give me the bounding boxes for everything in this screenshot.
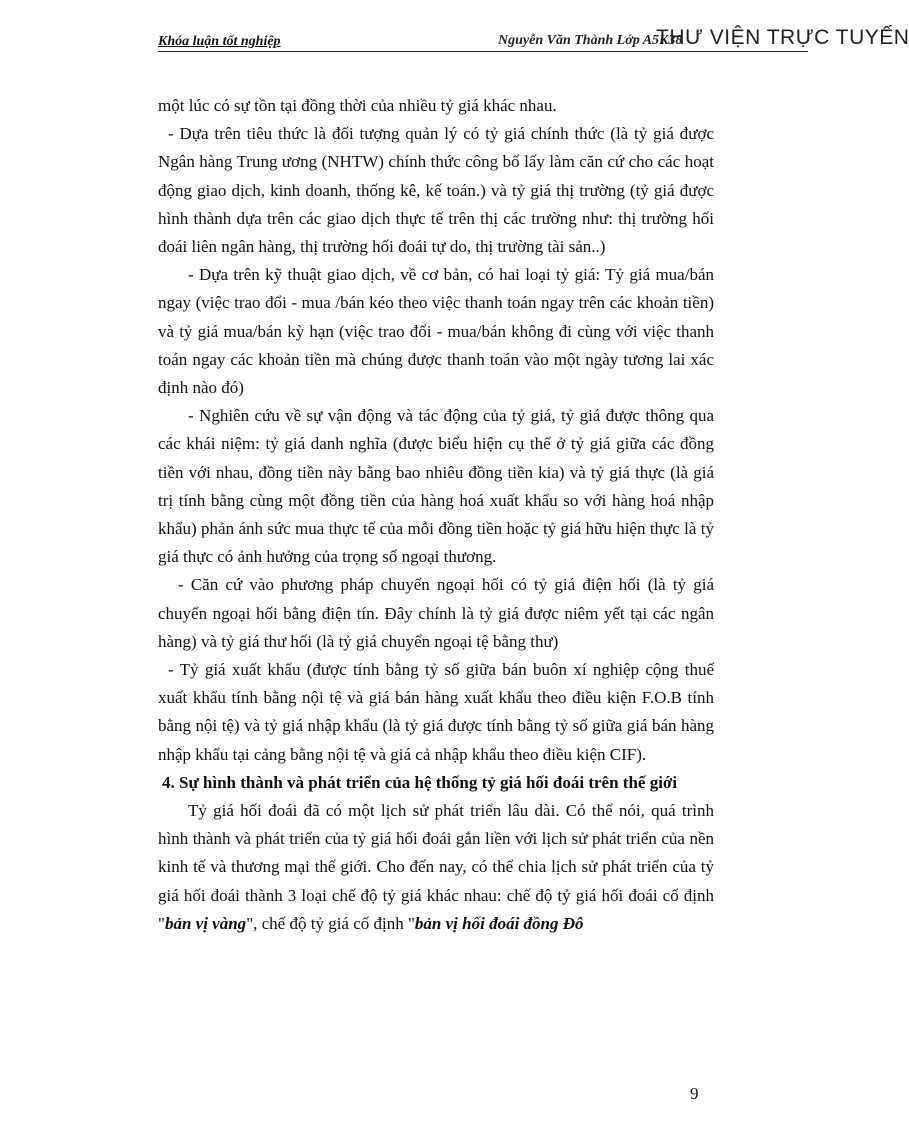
intro-text: Tỷ giá hối đoái đã có một lịch sử phát triển lâu dài. Có thể nói, quá trình hình thành và phát triển của tỷ giá hối đoái gắn liền với lịch sử phát triển của nền kinh tế và thương mại thế giới. Cho đến nay, có thể chia lịch sử phát triển của tỷ giá hối đoái thành 3 loại chế độ tỷ giá khác nhau: chế độ tỷ giá hối đoái cố định " (158, 801, 714, 933)
body-paragraph: - Dựa trên tiêu thức là đối tượng quản lý có tỷ giá chính thức (là tỷ giá được Ngân hàng Trung ương (NHTW) chính thức công bố lấy làm căn cứ cho các hoạt động giao dịch, kinh doanh, thống kê, kế toán.) và tỷ giá thị trường (tỷ giá được hình thành dựa trên các giao dịch thực tế trên thị các trường như: thị trường hối đoái liên ngân hàng, thị trường hối đoái tự do, thị trường tài sản..) (158, 124, 714, 257)
body-paragraph: - Dựa trên kỹ thuật giao dịch, về cơ bản, có hai loại tỷ giá: Tỷ giá mua/bán ngay (việc trao đổi - mua /bán kéo theo việc thanh toán ngay trên các khoản tiền) và tỷ giá mua/bán kỳ hạn (việc trao đổi - mua/bán không đi cùng với việc thanh toán ngay các khoản tiền mà chúng được thanh toán vào một ngày tương lai xác định nào đó) (158, 265, 714, 398)
body-paragraph: - Nghiên cứu về sự vận động và tác động của tỷ giá, tỷ giá được thông qua các khái niệm: tỷ giá danh nghĩa (được biểu hiện cụ thể ở tỷ giá giữa các đồng tiền với nhau, đồng tiền này bằng bao nhiêu đồng tiền kia) và tỷ giá thực (là giá trị tính bằng cùng một đồng tiền của hàng hoá xuất khẩu so với hàng hoá nhập khẩu) phản ánh sức mua thực tế của mỗi đồng tiền hoặc tỷ giá hữu hiện thực là tỷ giá thực có ảnh hưởng của trọng số ngoại thương. (158, 406, 714, 567)
section-intro-paragraph (158, 797, 714, 938)
intro-middle-text: ", chế độ tỷ giá cố định " (246, 913, 415, 933)
term-dollar-standard: bản vị hối đoái đồng Đô (414, 913, 584, 933)
watermark-text: THƯ VIỆN TRỰC TUYẾN (656, 26, 909, 49)
header-right-author: Nguyễn Văn Thành Lớp A5K38 (498, 33, 683, 48)
header-rule (158, 51, 808, 52)
header-left-title: Khóa luận tốt nghiệp (158, 34, 281, 49)
body-paragraph: một lúc có sự tồn tại đồng thời của nhiều tỷ giá khác nhau. (158, 96, 557, 115)
body-paragraph: - Căn cứ vào phương pháp chuyển ngoại hối có tỷ giá điện hối (là tỷ giá chuyển ngoại hối bằng điện tín. Đây chính là tỷ giá được niêm yết tại các ngân hàng) và tỷ giá thư hối (là tỷ giá chuyển ngoại tệ bằng thư) (158, 575, 714, 651)
body-paragraph: - Tỷ giá xuất khẩu (được tính bằng tỷ số giữa bán buôn xí nghiệp cộng thuế xuất khẩu tính bằng nội tệ và giá bán hàng xuất khẩu theo điều kiện F.O.B tính bằng nội tệ) và tỷ giá nhập khẩu (là tỷ giá được tính bằng tỷ số giữa giá bán hàng nhập khẩu tại cảng bằng nội tệ và giá cả nhập khẩu theo điều kiện CIF). (158, 660, 714, 764)
page-header (158, 26, 909, 52)
term-gold-standard: bản vị vàng (164, 913, 247, 933)
page-number: 9 (690, 1084, 699, 1103)
page-body (158, 92, 714, 938)
section-heading: 4. Sự hình thành và phát triển của hệ thống tỷ giá hối đoái trên thế giới (162, 772, 678, 792)
